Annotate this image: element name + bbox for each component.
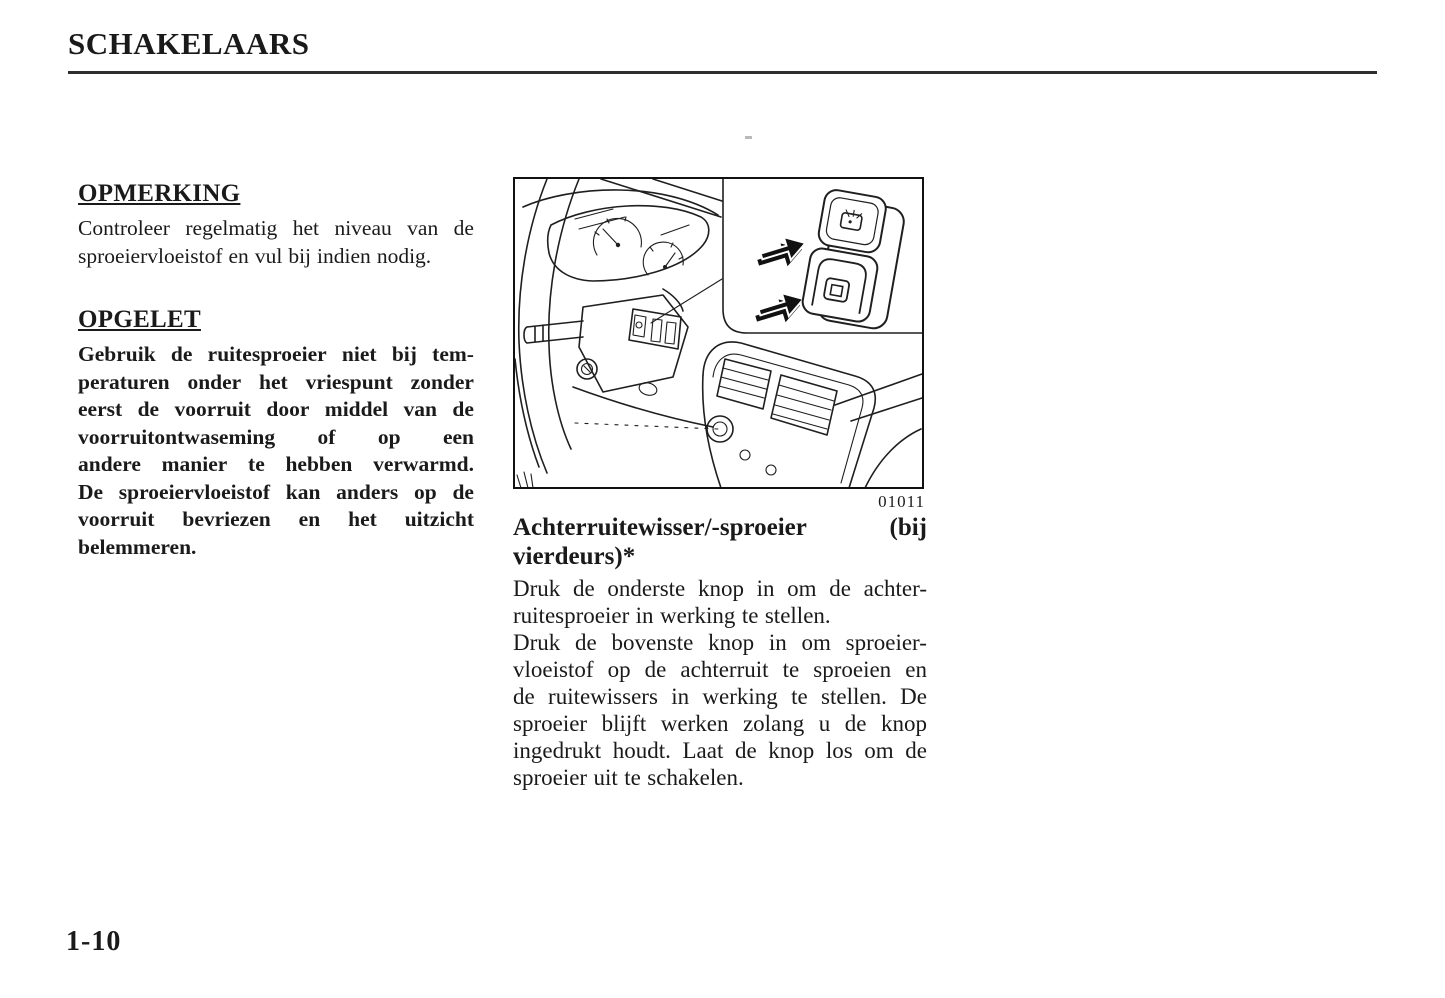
page-number: 1-10 — [66, 926, 122, 957]
header-rule — [68, 71, 1377, 74]
section-heading: Achterruitewisser/-sproeier (bij vierdeurs)* — [513, 514, 927, 570]
figure-illustration — [513, 177, 924, 489]
rear-wiper-section — [513, 513, 927, 791]
note-heading: OPMERKING — [78, 180, 241, 207]
dashboard-drawing — [513, 177, 924, 489]
caution-block — [78, 306, 474, 561]
washer-button — [817, 188, 888, 254]
caution-heading: OPGELET — [78, 306, 201, 333]
section-paragraph-2: Druk de bovenste knop in om sproeier- vloeistof op de achterruit te sproeien en de ruitewissers in werking te stellen. De sproeier blijft werken zolang u de knop ingedrukt houdt. Laat de knop los om de sproeier uit te schakelen. — [513, 630, 927, 790]
page-title: SCHAKELAARS — [68, 26, 310, 61]
caution-text: Gebruik de ruitesproeier niet bij tem- peraturen onder het vriespunt zonder eerst de voorruit door middel van de voorruitontwaseming of op een andere manier te hebben verwarmd. De sproeiervloeistof kan anders op de voorruit bevriezen en het uitzicht belemmeren. — [78, 342, 474, 559]
note-block — [78, 180, 474, 270]
rear-wiper-button — [801, 247, 879, 324]
figure-number: 01011 — [878, 492, 925, 511]
section-paragraph-1: Druk de onderste knop in om de achter- ruitesproeier in werking te stellen. — [513, 576, 927, 628]
note-text: Controleer regelmatig het niveau van de sproeiervloeistof en vul bij indien nodig. — [78, 216, 474, 268]
scan-speck — [745, 136, 752, 139]
